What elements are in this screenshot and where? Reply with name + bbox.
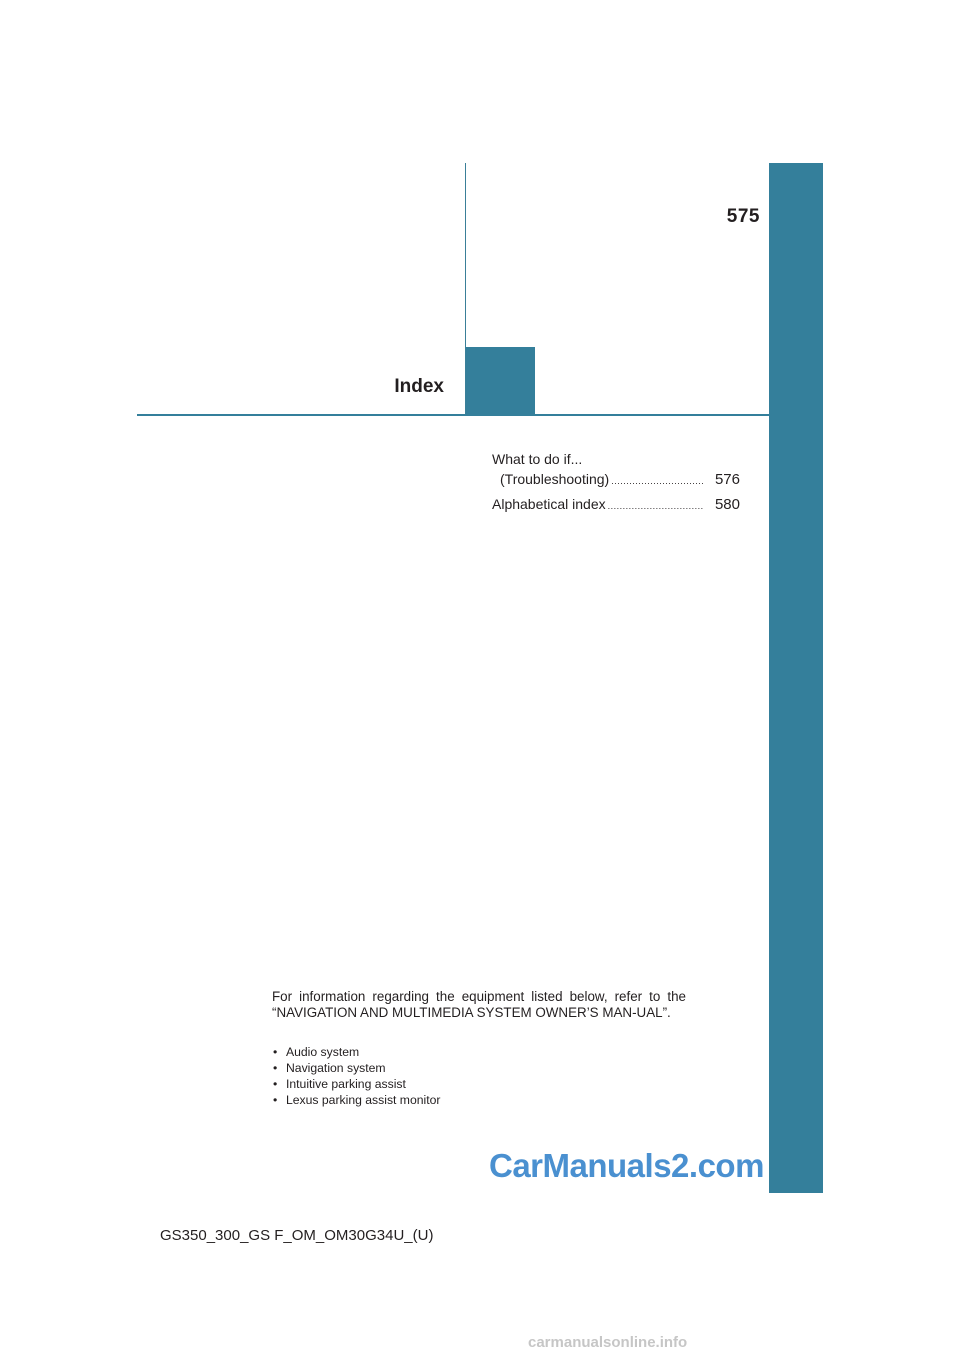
list-item: • Audio system bbox=[272, 1044, 440, 1060]
toc-item-page: 580 bbox=[714, 496, 740, 513]
section-title: Index bbox=[394, 376, 444, 397]
page-number: 575 bbox=[726, 206, 760, 227]
toc-item-label: Alphabetical index bbox=[492, 496, 606, 512]
toc-leader-dots: ................................ bbox=[607, 501, 704, 511]
toc-item-label: (Troubleshooting) bbox=[500, 471, 610, 487]
watermark-logo: CarManuals2.com bbox=[489, 1147, 764, 1184]
section-tab-marker bbox=[466, 347, 535, 415]
toc-item-troubleshooting-title[interactable]: What to do if... bbox=[492, 451, 583, 467]
bottom-watermark: carmanualsonline.info bbox=[528, 1334, 688, 1351]
toc-item-troubleshooting[interactable] bbox=[500, 469, 740, 491]
toc-item-page: 576 bbox=[714, 471, 740, 488]
footer-document-code: GS350_300_GS F_OM_OM30G34U_(U) bbox=[160, 1227, 434, 1244]
reference-note: For information regarding the equipment listed below, refer to the “NAVIGATION AND MULTIMEDIA SYSTEM OWNER’S MAN-UAL”. bbox=[272, 989, 686, 1020]
list-item: • Intuitive parking assist bbox=[272, 1076, 440, 1092]
equipment-list bbox=[272, 1044, 440, 1108]
toc-item-alphabetical-index[interactable] bbox=[492, 494, 740, 516]
toc-leader-dots: ............................... bbox=[611, 476, 705, 486]
list-item: • Lexus parking assist monitor bbox=[272, 1092, 440, 1108]
side-thumb-tab bbox=[769, 163, 823, 1193]
divider-horizontal bbox=[137, 414, 823, 416]
list-item: • Navigation system bbox=[272, 1060, 440, 1076]
